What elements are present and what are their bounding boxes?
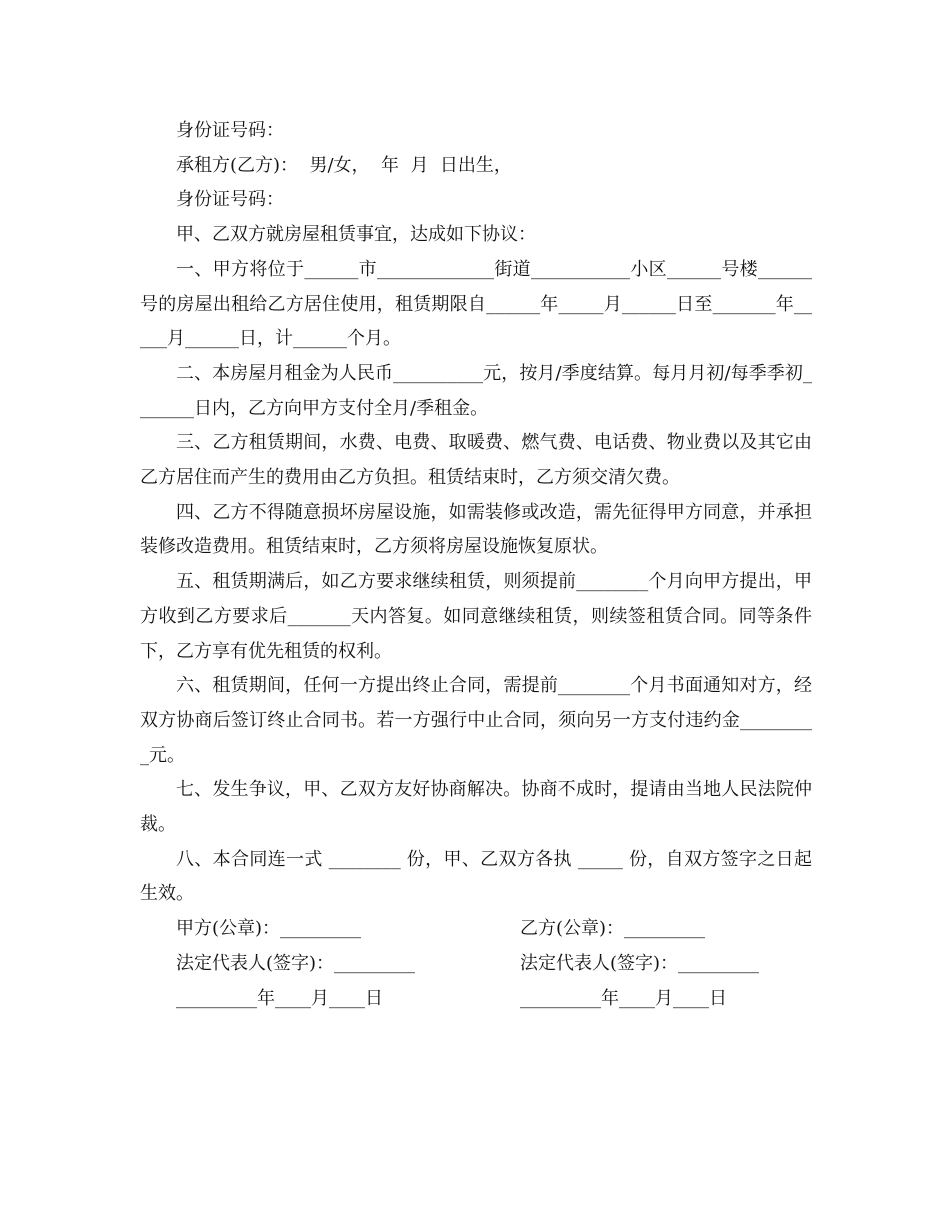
- clause-8-copies-effective: 八、本合同连一式 ________ 份，甲、乙双方各执 _____ 份，自双方签字之日起生效。: [140, 848, 812, 905]
- agreement-preamble: 甲、乙双方就房屋租赁事宜，达成如下协议：: [176, 224, 536, 246]
- clause-5-renewal: 五、租赁期满后，如乙方要求继续租赁，则须提前________个月向甲方提出，甲方收到乙方要求后_______天内答复。如同意继续租赁，则续签租赁合同。同等条件下，乙方享有优先租赁的权利。: [140, 571, 812, 662]
- party-a-seal-field: 甲方(公章)：_________: [176, 918, 362, 940]
- party-a-date-field: _________年____月____日: [176, 987, 383, 1009]
- party-b-representative-field: 法定代表人(签字)：_________: [520, 952, 760, 974]
- clause-4-facilities: 四、乙方不得随意损坏房屋设施，如需装修或改造，需先征得甲方同意，并承担装修改造费用。租赁结束时，乙方须将房屋设施恢复原状。: [140, 501, 812, 558]
- lessee-id-number-line: 身份证号码：: [176, 189, 284, 211]
- clause-1-premises-and-term: 一、甲方将位于______市_____________街道___________小区______号楼______号的房屋出租给乙方居住使用，租赁期限自______年_____月______日至_______年_____月______日，计______个月。: [140, 258, 812, 350]
- signature-representative-row: [140, 947, 812, 982]
- contract-body: [140, 114, 812, 1016]
- clause-7-disputes: 七、发生争议，甲、乙双方友好协商解决。协商不成时，提请由当地人民法院仲裁。: [140, 779, 812, 836]
- party-a-representative-field: 法定代表人(签字)：_________: [176, 952, 416, 974]
- party-b-date-field: _________年____月____日: [520, 987, 727, 1009]
- signature-date-row: [140, 982, 812, 1017]
- lessor-id-number-line: 身份证号码：: [176, 120, 284, 141]
- clause-2-rent: 二、本房屋月租金为人民币__________元，按月/季度结算。每月月初/每季季初_______日内，乙方向甲方支付全月/季租金。: [140, 362, 812, 419]
- lessee-info-line: 承租方(乙方)： 男/女， 年 月 日出生，: [176, 154, 512, 176]
- signature-seal-row: [140, 912, 812, 947]
- clause-6-termination: 六、租赁期间，任何一方提出终止合同，需提前________个月书面通知对方，经双方协商后签订终止合同书。若一方强行中止合同，须向另一方支付违约金_________元。: [140, 675, 812, 766]
- party-b-seal-field: 乙方(公章)：_________: [520, 918, 706, 940]
- clause-3-utilities: 三、乙方租赁期间，水费、电费、取暖费、燃气费、电话费、物业费以及其它由乙方居住而产生的费用由乙方负担。租赁结束时，乙方须交清欠费。: [140, 432, 812, 489]
